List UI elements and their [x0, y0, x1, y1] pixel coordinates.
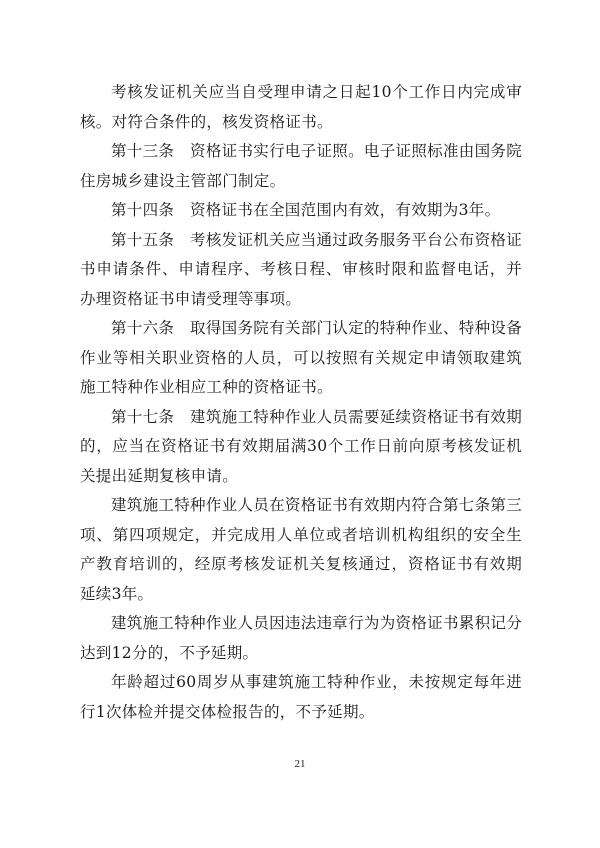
document-body — [80, 78, 522, 727]
paragraph-age-limit: 年龄超过60周岁从事建筑施工特种作业，未按规定每年进行1次体检并提交体检报告的，不予延期。 — [80, 673, 522, 721]
paragraph-points-limit: 建筑施工特种作业人员因违法违章行为为资格证书累积记分达到12分的，不予延期。 — [80, 614, 522, 662]
page-number: 21 — [294, 758, 306, 770]
paragraph-article-15: 第十五条 考核发证机关应当通过政务服务平台公布资格证书申请条件、申请程序、考核日程、审核时限和监督电话，并办理资格证书申请受理等事项。 — [80, 230, 522, 308]
paragraph-article-17: 第十七条 建筑施工特种作业人员需要延续资格证书有效期的，应当在资格证书有效期届满30个工作日前向原考核发证机关提出延期复核申请。 — [80, 407, 522, 485]
paragraph-article-13: 第十三条 资格证书实行电子证照。电子证照标准由国务院住房城乡建设主管部门制定。 — [80, 142, 522, 190]
paragraph-article-14: 第十四条 资格证书在全国范围内有效，有效期为3年。 — [111, 201, 501, 219]
paragraph-renewal-conditions: 建筑施工特种作业人员在资格证书有效期内符合第七条第三项、第四项规定，并完成用人单位或者培训机构组织的安全生产教育培训的，经原考核发证机关复核通过，资格证书有效期延续3年。 — [80, 496, 522, 603]
paragraph-review-deadline: 考核发证机关应当自受理申请之日起10个工作日内完成审核。对符合条件的，核发资格证书。 — [80, 83, 522, 131]
paragraph-article-16: 第十六条 取得国务院有关部门认定的特种作业、特种设备作业等相关职业资格的人员，可以按照有关规定申请领取建筑施工特种作业相应工种的资格证书。 — [80, 319, 522, 396]
